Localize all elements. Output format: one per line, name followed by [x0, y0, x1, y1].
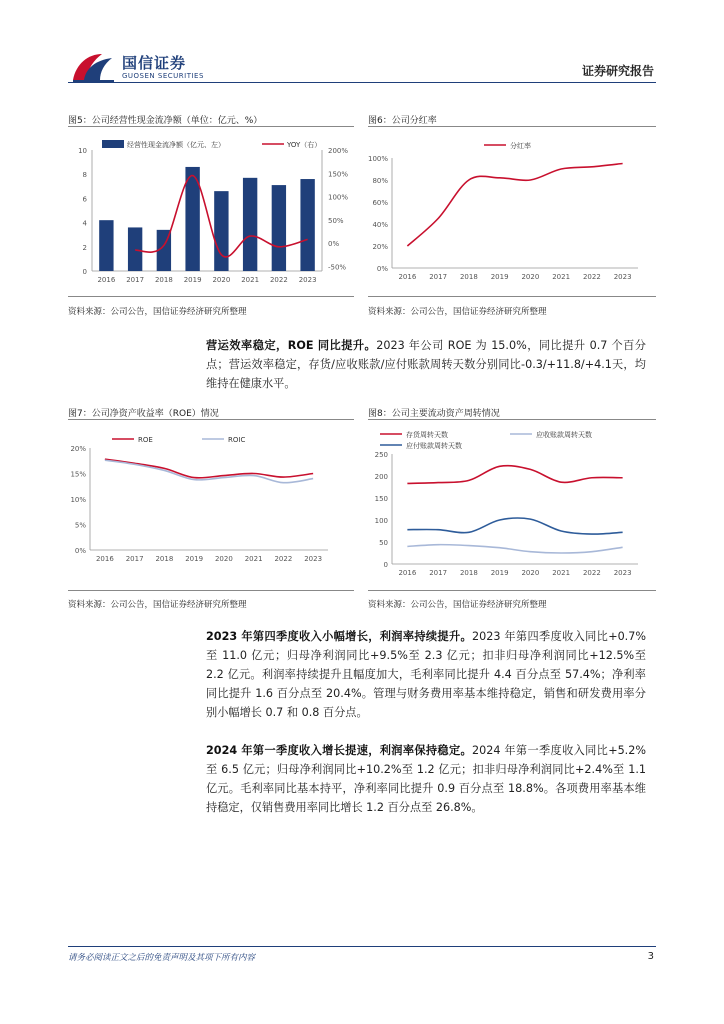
bar	[99, 220, 113, 271]
fig6-title-rule	[368, 126, 656, 127]
x-tick-label: 2018	[459, 569, 478, 577]
x-tick-label: 2019	[185, 555, 204, 563]
y-tick-label: 40%	[372, 221, 388, 229]
fig5-title-rule	[68, 126, 354, 127]
fig8-title: 图8：公司主要流动资产周转情况	[368, 409, 500, 419]
fig5-source-rule	[68, 296, 354, 297]
paragraph-q1-heading: 2024 年第一季度收入增长提速，利润率保持稳定。	[206, 744, 473, 757]
x-tick-label: 2021	[552, 569, 571, 577]
y-tick-label: 100%	[367, 155, 388, 163]
footer-divider	[68, 946, 656, 947]
y-right-tick-label: 50%	[328, 216, 344, 225]
x-tick-label: 2018	[154, 276, 173, 284]
x-tick-label: 2021	[241, 276, 260, 284]
y-left-tick-label: 10	[78, 147, 87, 155]
y-tick-label: 0%	[74, 547, 86, 555]
x-tick-label: 2016	[398, 273, 417, 281]
paragraph-q4-heading: 2023 年第四季度收入小幅增长，利润率持续提升。	[206, 630, 473, 643]
fig7-title: 图7：公司净资产收益率（ROE）情况	[68, 409, 219, 419]
legend-label-3: 应付账款周转天数	[406, 442, 462, 450]
y-right-tick-label: 150%	[328, 170, 349, 179]
bar	[300, 179, 314, 271]
series-line-1	[407, 164, 622, 247]
series-line-1	[105, 459, 313, 478]
legend-label-bar: 经营性现金流净额（亿元、左）	[127, 141, 225, 149]
paragraph-q4	[206, 627, 646, 722]
x-tick-label: 2022	[582, 273, 601, 281]
bar	[272, 185, 286, 271]
y-tick-label: 20%	[372, 243, 388, 251]
company-name-en: GUOSEN SECURITIES	[122, 72, 204, 80]
x-tick-label: 2017	[125, 555, 144, 563]
y-tick-label: 0	[383, 561, 388, 569]
legend-label-1: 存货周转天数	[406, 431, 448, 439]
y-tick-label: 150	[374, 495, 388, 503]
y-left-tick-label: 2	[82, 243, 87, 252]
paragraph-q1	[206, 741, 646, 817]
y-tick-label: 200	[374, 473, 388, 481]
fig6-source-rule	[368, 296, 656, 297]
paragraph-roe-heading: 营运效率稳定，ROE 同比提升。	[206, 339, 377, 352]
x-tick-label: 2022	[269, 276, 288, 284]
footer-disclaimer: 请务必阅读正文之后的免责声明及其项下所有内容	[68, 953, 256, 963]
y-tick-label: 20%	[70, 445, 86, 453]
legend-swatch-bar	[102, 140, 124, 148]
fig5-source: 资料来源：公司公告，国信证券经济研究所整理	[68, 307, 247, 317]
y-tick-label: 10%	[70, 496, 86, 504]
series-line-3	[407, 518, 622, 534]
y-right-tick-label: 100%	[328, 193, 349, 202]
y-tick-label: 60%	[372, 199, 388, 207]
bar	[128, 227, 142, 271]
guosen-logo-icon	[70, 50, 116, 84]
y-tick-label: 250	[374, 451, 388, 459]
x-tick-label: 2016	[95, 555, 114, 563]
header-divider	[68, 82, 656, 83]
y-left-tick-label: 8	[82, 171, 87, 180]
x-tick-label: 2020	[521, 273, 540, 281]
x-tick-label: 2016	[97, 276, 116, 284]
y-left-tick-label: 4	[82, 219, 87, 228]
x-tick-label: 2019	[490, 569, 509, 577]
paragraph-roe-body: 2023 年公司 ROE 为 15.0%，同比提升 0.7 个百分点；营运效率稳定，存货/应收账款/应付账款周转天数分别同比-0.3/+11.8/+4.1天，均维持在健康水平。	[206, 339, 646, 390]
x-tick-label: 2023	[304, 555, 323, 563]
y-right-tick-label: -50%	[328, 263, 347, 272]
fig7-chart	[66, 424, 356, 584]
company-name-cn: 国信证券	[122, 54, 187, 72]
fig7-title-rule	[68, 419, 354, 420]
legend-label-1: 分红率	[510, 142, 531, 150]
page-number: 3	[647, 951, 654, 962]
fig6-title: 图6：公司分红率	[368, 116, 437, 126]
y-tick-label: 0%	[376, 265, 388, 273]
x-tick-label: 2020	[521, 569, 540, 577]
x-tick-label: 2023	[298, 276, 317, 284]
x-tick-label: 2022	[582, 569, 601, 577]
paragraph-roe	[206, 336, 646, 393]
paragraph-q1-body: 2024 年第一季度收入同比+5.2%至 6.5 亿元；归母净利润同比+10.2%至 1.2 亿元；扣非归母净利润同比+2.4%至 1.1 亿元。毛利率同比基本持平，净利率同比提升 0.9 百分点至 18.8%。各项费用率基本维持稳定，仅销售费用率同比增长 1.2 百分点至 26.8%。	[206, 744, 646, 814]
y-tick-label: 100	[374, 517, 388, 525]
fig7-source-rule	[68, 590, 354, 591]
x-tick-label: 2016	[398, 569, 417, 577]
y-tick-label: 80%	[372, 177, 388, 185]
report-type: 证券研究报告	[581, 64, 654, 78]
x-tick-label: 2023	[613, 273, 632, 281]
x-tick-label: 2022	[274, 555, 293, 563]
y-right-tick-label: 200%	[328, 147, 349, 155]
paragraph-q4-body: 2023 年第四季度收入同比+0.7%至 11.0 亿元；归母净利润同比+9.5%至 2.3 亿元；扣非归母净利润同比+12.5%至 2.2 亿元。利润率持续提升且幅度加大，毛利率同比提升 4.4 百分点至 57.4%；净利率同比提升 1.6 百分点至 20.4%。管理与财务费用率基本维持稳定，销售和研发费用率分别小幅增长 0.7 和 0.8 百分点。	[206, 630, 646, 719]
x-tick-label: 2018	[155, 555, 174, 563]
y-tick-label: 5%	[74, 521, 86, 530]
fig5-chart	[66, 130, 356, 290]
x-tick-label: 2019	[490, 273, 509, 281]
y-left-tick-label: 6	[82, 195, 87, 204]
x-tick-label: 2017	[429, 569, 448, 577]
fig8-title-rule	[368, 419, 656, 420]
bar	[214, 191, 228, 271]
legend-label-1: ROE	[138, 436, 153, 444]
fig8-source-rule	[368, 590, 656, 591]
x-tick-label: 2020	[214, 555, 233, 563]
x-tick-label: 2020	[212, 276, 231, 284]
fig5-title: 图5：公司经营性现金流净额（单位：亿元、%）	[68, 116, 263, 126]
fig7-source: 资料来源：公司公告，国信证券经济研究所整理	[68, 600, 247, 610]
x-tick-label: 2017	[126, 276, 145, 284]
series-line-1	[407, 466, 622, 484]
x-tick-label: 2021	[552, 273, 571, 281]
series-line-2	[407, 545, 622, 553]
fig6-source: 资料来源：公司公告，国信证券经济研究所整理	[368, 307, 547, 317]
x-tick-label: 2021	[244, 555, 263, 563]
x-tick-label: 2023	[613, 569, 632, 577]
fig8-chart	[366, 424, 656, 584]
fig6-chart	[366, 130, 656, 290]
y-tick-label: 50	[379, 539, 388, 547]
x-tick-label: 2018	[459, 273, 478, 281]
bar	[243, 178, 257, 271]
y-tick-label: 15%	[70, 470, 86, 479]
x-tick-label: 2019	[183, 276, 202, 284]
x-tick-label: 2017	[429, 273, 448, 281]
y-left-tick-label: 0	[82, 268, 87, 276]
fig8-source: 资料来源：公司公告，国信证券经济研究所整理	[368, 600, 547, 610]
y-right-tick-label: 0%	[328, 240, 340, 249]
legend-label-2: ROIC	[228, 436, 246, 444]
legend-label-2: 应收账款周转天数	[536, 431, 592, 439]
legend-label-line: YOY（右）	[287, 141, 322, 149]
